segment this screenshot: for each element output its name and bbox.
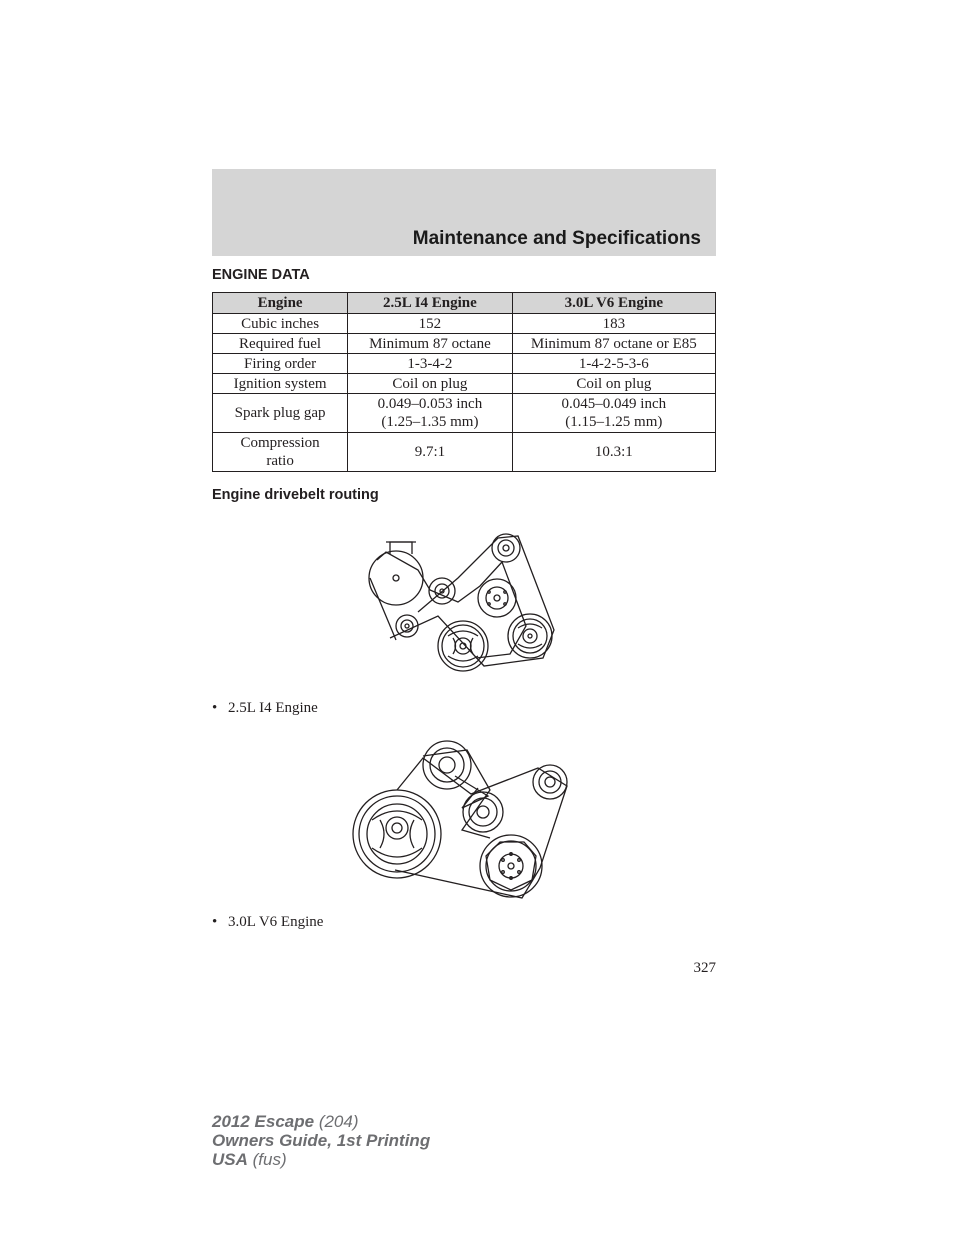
cell-line: (1.25–1.35 mm): [381, 414, 479, 430]
row-label: Ignition system: [213, 374, 348, 394]
table-cell: 9.7:1: [348, 433, 512, 472]
i4-drivebelt-diagram: [360, 530, 565, 675]
document-footer: [212, 1112, 430, 1169]
footer-code: (204): [314, 1112, 359, 1131]
table-header-cell: Engine: [213, 293, 348, 314]
cell-line: (1.15–1.25 mm): [565, 414, 663, 430]
table-cell: Coil on plug: [348, 374, 512, 394]
table-header-cell: 3.0L V6 Engine: [512, 293, 715, 314]
row-label: Spark plug gap: [213, 394, 348, 433]
bullet-symbol: •: [212, 700, 218, 716]
table-cell: 1-3-4-2: [348, 354, 512, 374]
footer-line: [212, 1131, 430, 1150]
bullet-item-i4: [212, 700, 318, 717]
table-cell: Coil on plug: [512, 374, 715, 394]
chapter-title: Maintenance and Specifications: [412, 228, 701, 249]
table-cell: 152: [348, 314, 512, 334]
footer-market-code: (fus): [247, 1150, 287, 1169]
engine-data-table: [212, 292, 716, 472]
chapter-header-band: [212, 169, 716, 256]
table-row: [213, 374, 716, 394]
row-label: Cubic inches: [213, 314, 348, 334]
table-row: [213, 334, 716, 354]
table-cell: Minimum 87 octane: [348, 334, 512, 354]
table-row: [213, 354, 716, 374]
cell-line: Compression: [240, 435, 320, 451]
cell-line: ratio: [266, 453, 294, 469]
table-header-row: [213, 293, 716, 314]
v6-drivebelt-diagram: [350, 738, 572, 900]
page-number: 327: [693, 960, 716, 976]
table-row: [213, 394, 716, 433]
table-cell: [512, 394, 715, 433]
footer-model: 2012 Escape: [212, 1112, 315, 1131]
section-title: ENGINE DATA: [212, 267, 310, 283]
table-row: [213, 314, 716, 334]
row-label: Firing order: [213, 354, 348, 374]
table-cell: 10.3:1: [512, 433, 715, 472]
footer-line: [212, 1150, 430, 1169]
table-cell: Minimum 87 octane or E85: [512, 334, 715, 354]
footer-edition: Owners Guide, 1st Printing: [212, 1131, 431, 1150]
drivebelt-routing-title: Engine drivebelt routing: [212, 487, 379, 503]
bullet-item-v6: [212, 914, 323, 931]
table-header-cell: 2.5L I4 Engine: [348, 293, 512, 314]
row-label: [213, 433, 348, 472]
table-cell: 183: [512, 314, 715, 334]
cell-line: 0.045–0.049 inch: [561, 396, 667, 412]
footer-market: USA: [212, 1150, 248, 1169]
table-cell: 1-4-2-5-3-6: [512, 354, 715, 374]
cell-line: 0.049–0.053 inch: [377, 396, 483, 412]
footer-line: [212, 1112, 430, 1131]
table-row: [213, 433, 716, 472]
row-label: Required fuel: [213, 334, 348, 354]
bullet-text: 3.0L V6 Engine: [228, 914, 324, 930]
bullet-text: 2.5L I4 Engine: [228, 700, 318, 716]
table-cell: [348, 394, 512, 433]
bullet-symbol: •: [212, 914, 218, 930]
